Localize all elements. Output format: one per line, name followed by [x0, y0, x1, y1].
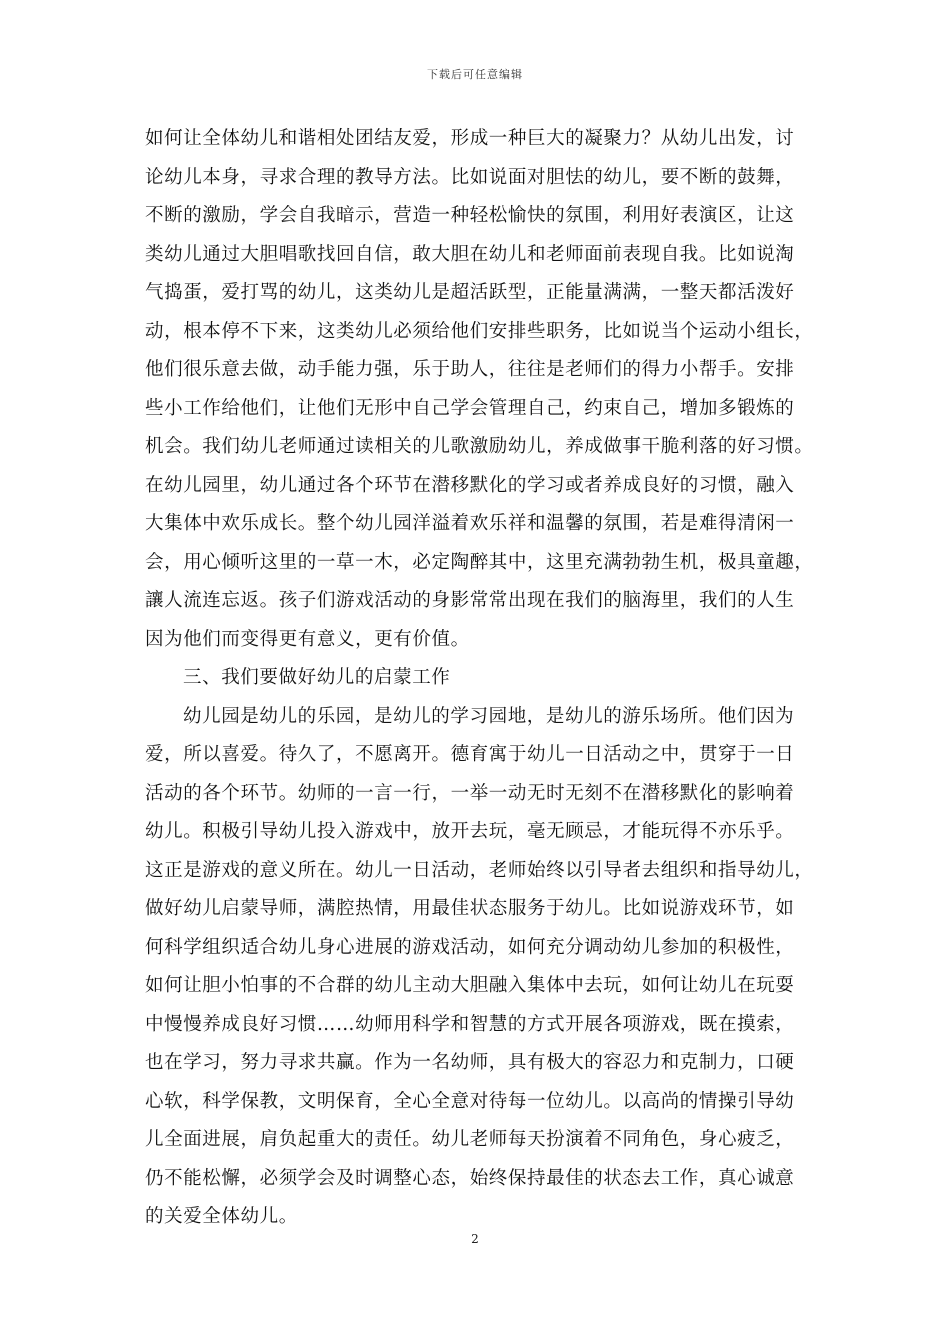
text-line: 幼儿。积极引导幼儿投入游戏中，放开去玩，毫无顾忌，才能玩得不亦乐乎。 [145, 821, 795, 842]
text-line: 大集体中欢乐成长。整个幼儿园洋溢着欢乐祥和温馨的氛围，若是难得清闲一 [145, 513, 795, 534]
text-line: 类幼儿通过大胆唱歌找回自信，敢大胆在幼儿和老师面前表现自我。比如说淘 [145, 243, 795, 265]
text-line: 儿全面进展，肩负起重大的责任。幼儿老师每天扮演着不同角色，身心疲乏， [145, 1129, 795, 1150]
text-line: 何科学组织适合幼儿身心进展的游戏活动，如何充分调动幼儿参加的积极性， [145, 936, 795, 958]
text-line: 论幼儿本身，寻求合理的教导方法。比如说面对胆怯的幼儿，要不断的鼓舞， [145, 166, 795, 188]
text-line: 在幼儿园里，幼儿通过各个环节在潜移默化的学习或者养成良好的习惯，融入 [145, 474, 795, 496]
text-line: 做好幼儿启蒙导师，满腔热情，用最佳状态服务于幼儿。比如说游戏环节，如 [145, 898, 795, 919]
text-line: 些小工作给他们，让他们无形中自己学会管理自己，约束自己，增加多锻炼的 [145, 397, 795, 419]
text-line: 中慢慢养成良好习惯……幼师用科学和智慧的方式开展各项游戏，既在摸索， [145, 1013, 795, 1035]
text-line: 仍不能松懈，必须学会及时调整心态，始终保持最佳的状态去工作，真心诚意 [145, 1167, 795, 1189]
text-line: 会，用心倾听这里的一草一木，必定陶醉其中，这里充满勃勃生机，极具童趣， [145, 551, 814, 573]
document-body [145, 124, 814, 1241]
text-line: 如何让胆小怕事的不合群的幼儿主动大胆融入集体中去玩，如何让幼儿在玩耍 [145, 975, 795, 996]
text-line: 讓人流连忘返。孩子们游戏活动的身影常常出现在我们的脑海里，我们的人生 [145, 590, 795, 611]
text-line: 这正是游戏的意义所在。幼儿一日活动，老师始终以引导者去组织和指导幼儿， [145, 859, 814, 881]
text-line: 气捣蛋，爱打骂的幼儿，这类幼儿是超活跃型，正能量满满，一整天都活泼好 [145, 282, 795, 303]
section-heading: 三、我们要做好幼儿的启蒙工作 [183, 667, 451, 688]
text-line: 心软，科学保教，文明保育，全心全意对待每一位幼儿。以高尚的情操引导幼 [145, 1090, 795, 1112]
text-line: 动，根本停不下来，这类幼儿必须给他们安排些职务，比如说当个运动小组长， [145, 320, 814, 342]
text-line: 的关爱全体幼儿。 [145, 1206, 298, 1227]
text-line: 他们很乐意去做，动手能力强，乐于助人，往往是老师们的得力小帮手。安排 [145, 359, 795, 380]
text-line: 幼儿园是幼儿的乐园，是幼儿的学习园地，是幼儿的游乐场所。他们因为 [183, 705, 795, 727]
text-line: 不断的激励，学会自我暗示，营造一种轻松愉快的氛围，利用好表演区，让这 [145, 205, 795, 226]
text-line: 如何让全体幼儿和谐相处团结友爱，形成一种巨大的凝聚力？从幼儿出发，讨 [145, 128, 795, 149]
text-line: 爱，所以喜爱。待久了，不愿离开。德育寓于幼儿一日活动之中，贯穿于一日 [145, 744, 795, 765]
text-line: 也在学习，努力寻求共赢。作为一名幼师，具有极大的容忍力和克制力，口硬 [145, 1052, 795, 1073]
text-line: 因为他们而变得更有意义，更有价值。 [145, 628, 470, 650]
page-header: 下载后可任意编辑 [427, 68, 523, 81]
text-line: 活动的各个环节。幼师的一言一行，一举一动无时无刻不在潜移默化的影响着 [145, 782, 795, 804]
text-line: 机会。我们幼儿老师通过读相关的儿歌激励幼儿，养成做事干脆利落的好习惯。 [145, 436, 814, 457]
page-number: 2 [471, 1232, 479, 1246]
